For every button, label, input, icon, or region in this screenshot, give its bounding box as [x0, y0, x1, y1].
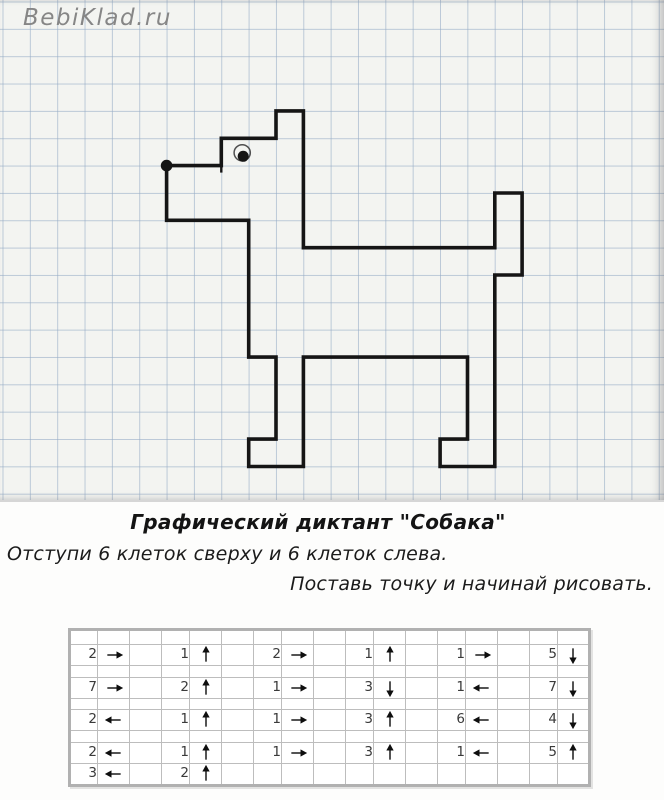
table-row [70, 699, 590, 710]
step-count-cell [530, 764, 558, 786]
step-arrow-cell [98, 743, 130, 764]
step-arrow-cell [374, 764, 406, 786]
step-arrow-cell [374, 699, 406, 710]
step-count-cell: 6 [438, 710, 466, 731]
spacer-cell [222, 743, 254, 764]
spacer-cell [130, 645, 162, 666]
step-arrow-cell [466, 666, 498, 678]
table-row [70, 764, 590, 786]
step-count-cell: 2 [162, 764, 190, 786]
step-count-cell: 5 [530, 645, 558, 666]
step-arrow-cell [190, 678, 222, 699]
arrow-right-icon [288, 743, 308, 763]
step-count-cell: 2 [70, 645, 98, 666]
step-count-cell: 1 [254, 678, 282, 699]
spacer-cell [130, 731, 162, 743]
step-arrow-cell [98, 764, 130, 786]
step-arrow-cell [190, 666, 222, 678]
spacer-cell [498, 666, 530, 678]
step-count-cell: 2 [254, 645, 282, 666]
step-count-cell: 1 [346, 645, 374, 666]
arrow-right-icon [104, 645, 124, 665]
spacer-cell [222, 710, 254, 731]
step-count-cell [346, 666, 374, 678]
dictation-table [68, 628, 591, 787]
step-count-cell [70, 731, 98, 743]
step-arrow-cell [374, 666, 406, 678]
step-count-cell [254, 630, 282, 645]
step-arrow-cell [558, 678, 590, 699]
step-arrow-cell [282, 699, 314, 710]
step-arrow-cell [374, 743, 406, 764]
step-count-cell: 3 [346, 678, 374, 699]
step-count-cell [346, 699, 374, 710]
step-count-cell [438, 699, 466, 710]
spacer-cell [314, 764, 346, 786]
step-count-cell: 4 [530, 710, 558, 731]
step-count-cell [254, 731, 282, 743]
step-count-cell [162, 630, 190, 645]
step-arrow-cell [558, 743, 590, 764]
step-arrow-cell [558, 645, 590, 666]
step-arrow-cell [374, 731, 406, 743]
step-count-cell [254, 666, 282, 678]
step-count-cell [438, 764, 466, 786]
step-arrow-cell [98, 630, 130, 645]
step-count-cell [346, 630, 374, 645]
step-arrow-cell [558, 731, 590, 743]
step-arrow-cell [558, 710, 590, 731]
arrow-up-icon [380, 743, 400, 763]
step-arrow-cell [466, 630, 498, 645]
spacer-cell [222, 764, 254, 786]
step-arrow-cell [558, 699, 590, 710]
spacer-cell [314, 630, 346, 645]
arrow-up-icon [196, 710, 216, 730]
step-arrow-cell [466, 764, 498, 786]
step-arrow-cell [374, 678, 406, 699]
step-count-cell [530, 630, 558, 645]
step-count-cell: 1 [254, 710, 282, 731]
step-count-cell [438, 666, 466, 678]
step-count-cell [162, 699, 190, 710]
spacer-cell [314, 666, 346, 678]
spacer-cell [406, 678, 438, 699]
step-arrow-cell [282, 630, 314, 645]
spacer-cell [498, 699, 530, 710]
spacer-cell [222, 678, 254, 699]
step-arrow-cell [190, 743, 222, 764]
table-row [70, 678, 590, 699]
spacer-cell [498, 710, 530, 731]
spacer-cell [498, 743, 530, 764]
table-row [70, 666, 590, 678]
spacer-cell [498, 731, 530, 743]
arrow-down-icon [563, 710, 583, 730]
step-count-cell: 1 [254, 743, 282, 764]
spacer-cell [498, 764, 530, 786]
spacer-cell [222, 699, 254, 710]
step-arrow-cell [98, 731, 130, 743]
spacer-cell [222, 731, 254, 743]
spacer-cell [406, 743, 438, 764]
step-count-cell: 2 [70, 710, 98, 731]
step-count-cell: 1 [162, 710, 190, 731]
step-arrow-cell [558, 666, 590, 678]
step-count-cell [346, 764, 374, 786]
step-arrow-cell [190, 731, 222, 743]
spacer-cell [498, 645, 530, 666]
step-arrow-cell [374, 710, 406, 731]
spacer-cell [222, 666, 254, 678]
step-count-cell [530, 666, 558, 678]
step-arrow-cell [190, 645, 222, 666]
step-arrow-cell [98, 710, 130, 731]
step-count-cell: 2 [162, 678, 190, 699]
step-arrow-cell [466, 710, 498, 731]
step-arrow-cell [466, 743, 498, 764]
arrow-left-icon [104, 743, 124, 763]
arrow-left-icon [472, 743, 492, 763]
arrow-up-icon [380, 645, 400, 665]
step-arrow-cell [466, 699, 498, 710]
dog-outline [167, 111, 522, 467]
step-count-cell [438, 731, 466, 743]
step-count-cell [530, 699, 558, 710]
nose-dot [161, 160, 173, 172]
step-arrow-cell [466, 678, 498, 699]
step-count-cell: 1 [162, 645, 190, 666]
spacer-cell [406, 630, 438, 645]
page-title: Графический диктант "Собака" [130, 510, 506, 534]
spacer-cell [406, 699, 438, 710]
spacer-cell [130, 666, 162, 678]
step-arrow-cell [558, 764, 590, 786]
spacer-cell [314, 699, 346, 710]
arrow-right-icon [288, 645, 308, 665]
arrow-down-icon [563, 678, 583, 698]
spacer-cell [130, 710, 162, 731]
spacer-cell [130, 764, 162, 786]
spacer-cell [130, 743, 162, 764]
arrow-up-icon [196, 743, 216, 763]
step-count-cell: 3 [346, 743, 374, 764]
eye-dot [238, 151, 249, 162]
step-count-cell: 1 [438, 743, 466, 764]
spacer-cell [314, 678, 346, 699]
step-count-cell: 7 [530, 678, 558, 699]
step-arrow-cell [466, 731, 498, 743]
step-count-cell: 3 [70, 764, 98, 786]
step-count-cell [438, 630, 466, 645]
step-count-cell [162, 666, 190, 678]
step-arrow-cell [374, 645, 406, 666]
step-count-cell [530, 731, 558, 743]
step-count-cell [70, 666, 98, 678]
table-row [70, 731, 590, 743]
step-arrow-cell [98, 666, 130, 678]
table-row [70, 743, 590, 764]
step-count-cell: 7 [70, 678, 98, 699]
arrow-right-icon [472, 645, 492, 665]
spacer-cell [498, 678, 530, 699]
step-arrow-cell [282, 764, 314, 786]
arrow-up-icon [380, 710, 400, 730]
step-arrow-cell [190, 764, 222, 786]
step-arrow-cell [190, 699, 222, 710]
watermark-text: BebiKlad.ru [23, 5, 172, 31]
table-row [70, 630, 590, 645]
step-count-cell [70, 699, 98, 710]
step-count-cell: 5 [530, 743, 558, 764]
arrow-right-icon [104, 678, 124, 698]
instruction-line-1: Отступи 6 клеток сверху и 6 клеток слева. [7, 543, 448, 565]
spacer-cell [498, 630, 530, 645]
step-count-cell [254, 699, 282, 710]
arrow-down-icon [563, 645, 583, 665]
instruction-line-2: Поставь точку и начинай рисовать. [290, 573, 653, 595]
step-count-cell [346, 731, 374, 743]
step-arrow-cell [98, 678, 130, 699]
step-count-cell [70, 630, 98, 645]
step-arrow-cell [190, 630, 222, 645]
step-arrow-cell [282, 731, 314, 743]
arrow-left-icon [104, 710, 124, 730]
spacer-cell [314, 731, 346, 743]
step-count-cell [254, 764, 282, 786]
step-arrow-cell [282, 678, 314, 699]
spacer-cell [130, 630, 162, 645]
step-count-cell [162, 731, 190, 743]
step-count-cell: 2 [70, 743, 98, 764]
caption-block [0, 510, 664, 595]
step-arrow-cell [282, 710, 314, 731]
spacer-cell [314, 710, 346, 731]
table-row [70, 645, 590, 666]
arrow-up-icon [196, 645, 216, 665]
step-arrow-cell [466, 645, 498, 666]
spacer-cell [222, 645, 254, 666]
spacer-cell [406, 710, 438, 731]
step-count-cell: 1 [438, 645, 466, 666]
table-row [70, 710, 590, 731]
step-arrow-cell [558, 630, 590, 645]
arrow-left-icon [472, 710, 492, 730]
spacer-cell [406, 764, 438, 786]
step-arrow-cell [98, 699, 130, 710]
spacer-cell [130, 699, 162, 710]
spacer-cell [406, 731, 438, 743]
step-arrow-cell [190, 710, 222, 731]
arrow-right-icon [288, 710, 308, 730]
spacer-cell [406, 645, 438, 666]
arrow-down-icon [380, 678, 400, 698]
arrow-left-icon [472, 678, 492, 698]
step-arrow-cell [282, 666, 314, 678]
spacer-cell [130, 678, 162, 699]
arrow-right-icon [288, 678, 308, 698]
arrow-up-icon [196, 764, 216, 784]
arrow-up-icon [196, 678, 216, 698]
step-arrow-cell [282, 645, 314, 666]
step-arrow-cell [374, 630, 406, 645]
step-arrow-cell [98, 645, 130, 666]
step-count-cell: 1 [162, 743, 190, 764]
step-arrow-cell [282, 743, 314, 764]
arrow-up-icon [563, 743, 583, 763]
spacer-cell [406, 666, 438, 678]
spacer-cell [314, 645, 346, 666]
step-count-cell: 1 [438, 678, 466, 699]
spacer-cell [222, 630, 254, 645]
step-count-cell: 3 [346, 710, 374, 731]
spacer-cell [314, 743, 346, 764]
arrow-left-icon [104, 764, 124, 784]
